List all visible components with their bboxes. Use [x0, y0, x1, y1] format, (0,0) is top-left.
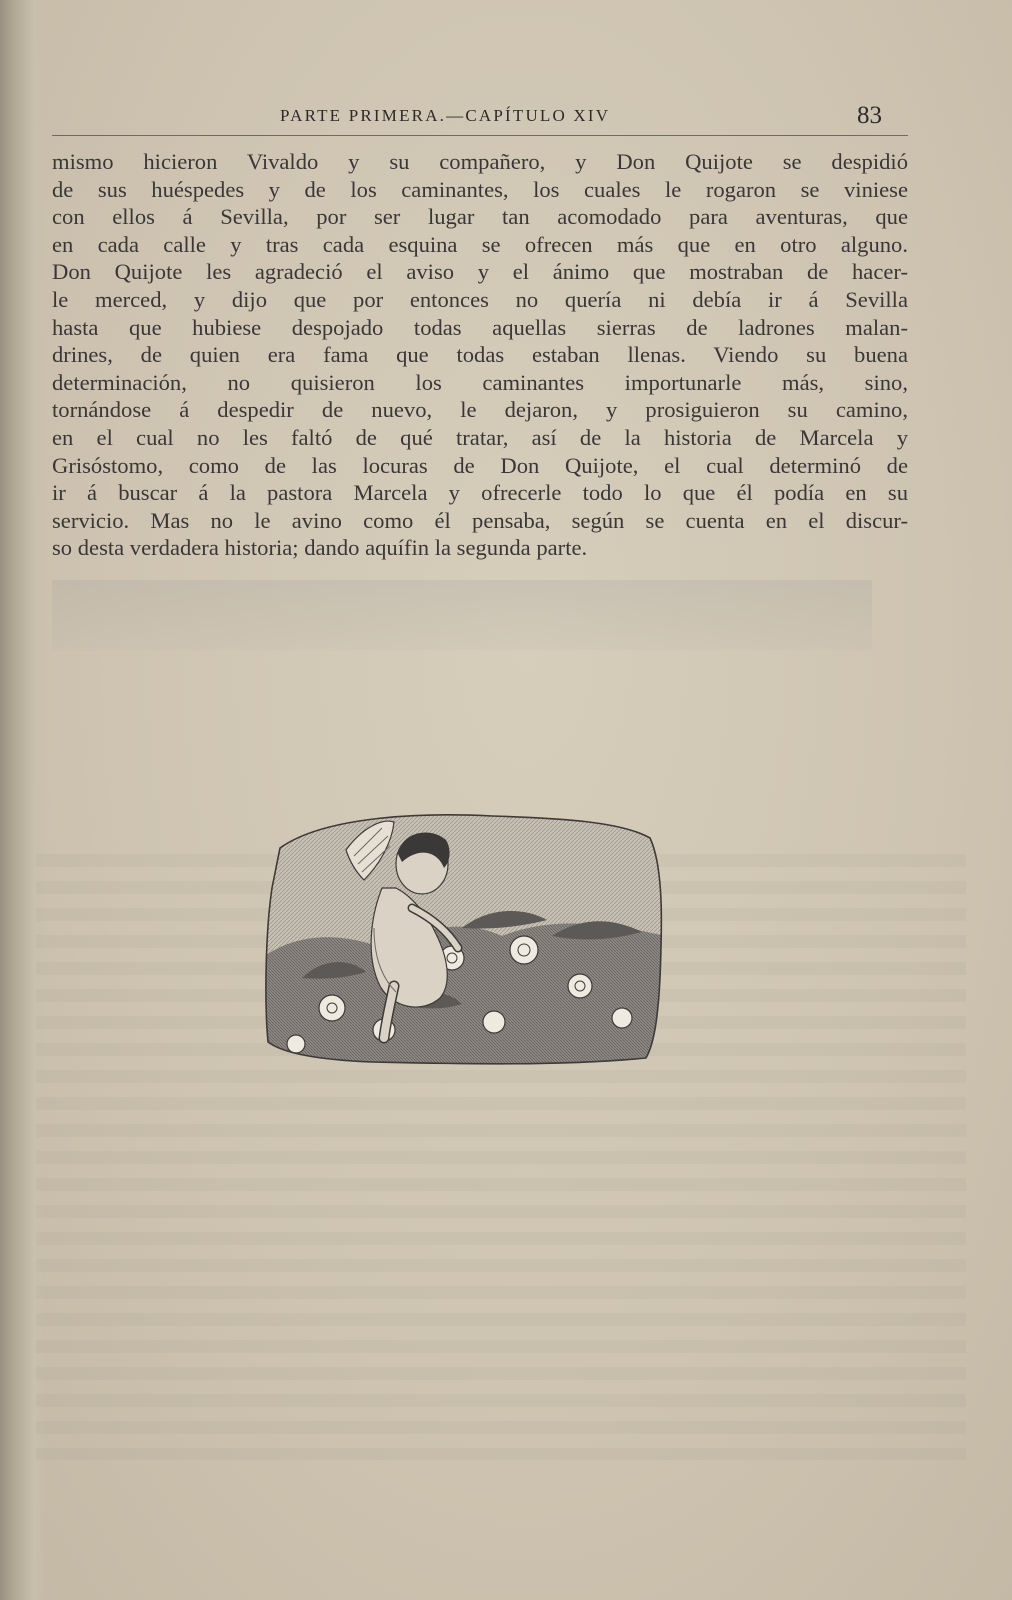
text-line: servicio. Mas no le avino como él pensaba, según se cuenta en el discur-: [52, 507, 908, 533]
running-head: [52, 104, 908, 134]
cupid-vignette-illustration: [262, 808, 674, 1070]
text-line: Grisóstomo, como de las locuras de Don Quijote, el cual determinó de: [52, 452, 908, 478]
page-number: 83: [857, 102, 882, 129]
text-line: Don Quijote les agradeció el aviso y el ánimo que mostraban de hacer-: [52, 259, 908, 285]
running-title: PARTE PRIMERA.—CAPÍTULO XIV: [280, 106, 611, 125]
text-line: ir á buscar á la pastora Marcela y ofrecerle todo lo que él podía en su: [52, 480, 908, 506]
bleed-through-band: [52, 580, 872, 650]
text-line: en cada calle y tras cada esquina se ofrecen más que en otro alguno.: [52, 231, 908, 257]
text-line: drines, de quien era fama que todas estaban llenas. Viendo su buena: [52, 342, 908, 368]
body-paragraph: [52, 148, 908, 562]
text-line: le merced, y dijo que por entonces no quería ni debía ir á Sevilla: [52, 286, 908, 312]
text-line: so desta verdadera historia; dando aquífin la segunda parte.: [52, 535, 588, 561]
text-line: mismo hicieron Vivaldo y su compañero, y Don Quijote se despidió: [52, 149, 908, 174]
vignette-drawing: [262, 808, 674, 1070]
text-line: tornándose á despedir de nuevo, le dejaron, y prosiguieron su camino,: [52, 397, 908, 423]
text-line: en el cual no les faltó de qué tratar, así de la historia de Marcela y: [52, 424, 908, 450]
text-line: determinación, no quisieron los caminantes importunarle más, sino,: [52, 369, 908, 395]
header-rule: [52, 135, 908, 136]
text-line: con ellos á Sevilla, por ser lugar tan acomodado para aventuras, que: [52, 204, 908, 230]
text-line: hasta que hubiese despojado todas aquellas sierras de ladrones malan-: [52, 314, 908, 340]
text-line: de sus huéspedes y de los caminantes, los cuales le rogaron se viniese: [52, 176, 908, 202]
